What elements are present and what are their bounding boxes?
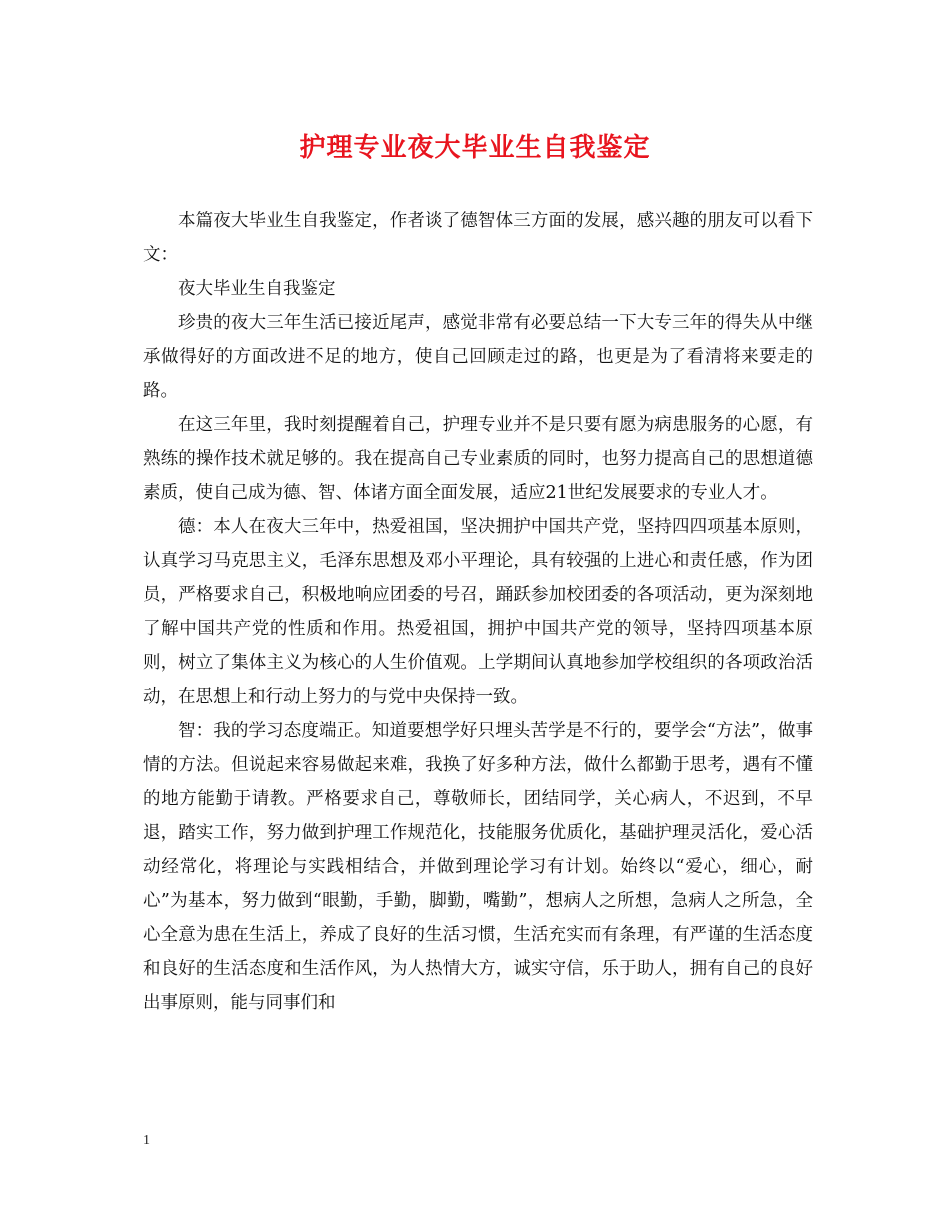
paragraph-subtitle: 夜大毕业生自我鉴定 (178, 279, 336, 299)
document-body (143, 204, 813, 1020)
paragraph-intellect: 智：我的学习态度端正。知道要想学好只埋头苦学是不行的，要学会“方法”，做事情的方法。但说起来容易做起来难，我换了好多种方法，做什么都勤于思考，遇有不懂的地方能勤于请教。严格要求自己，尊敬师长，团结同学，关心病人，不迟到，不早退，踏实工作，努力做到护理工作规范化，技能服务优质化，基础护理灵活化，爱心活动经常化，将理论与实践相结合，并做到理论学习有计划。始终以“爱心，细心，耐心”为基本，努力做到“眼勤，手勤，脚勤，嘴勤”，想病人之所想，急病人之所急，全心全意为患在生活上，养成了良好的生活习惯，生活充实而有条理，有严谨的生活态度和良好的生活态度和生活作风，为人热情大方，诚实守信，乐于助人，拥有自己的良好出事原则，能与同事们和 (143, 721, 813, 1013)
document-title: 护理专业夜大毕业生自我鉴定 (299, 133, 651, 163)
page-number: 1 (143, 1133, 150, 1148)
paragraph-opening: 珍贵的夜大三年生活已接近尾声，感觉非常有必要总结一下大专三年的得失从中继承做得好的方面改进不足的地方，使自己回顾走过的路，也更是为了看清将来要走的路。 (143, 313, 813, 401)
paragraph-intro: 本篇夜大毕业生自我鉴定，作者谈了德智体三方面的发展，感兴趣的朋友可以看下文： (143, 211, 813, 265)
paragraph-overview: 在这三年里，我时刻提醒着自己，护理专业并不是只要有愿为病患服务的心愿，有熟练的操作技术就足够的。我在提高自己专业素质的同时，也努力提高自己的思想道德素质，使自己成为德、智、体诸方面全面发展，适应21世纪发展要求的专业人才。 (143, 415, 813, 503)
paragraph-moral: 德：本人在夜大三年中，热爱祖国，坚决拥护中国共产党，坚持四四项基本原则，认真学习马克思主义，毛泽东思想及邓小平理论，具有较强的上进心和责任感，作为团员，严格要求自己，积极地响应团委的号召，踊跃参加校团委的各项活动，更为深刻地了解中国共产党的性质和作用。热爱祖国，拥护中国共产党的领导，坚持四项基本原则，树立了集体主义为核心的人生价值观。上学期间认真地参加学校组织的各项政治活动，在思想上和行动上努力的与党中央保持一致。 (143, 517, 813, 707)
